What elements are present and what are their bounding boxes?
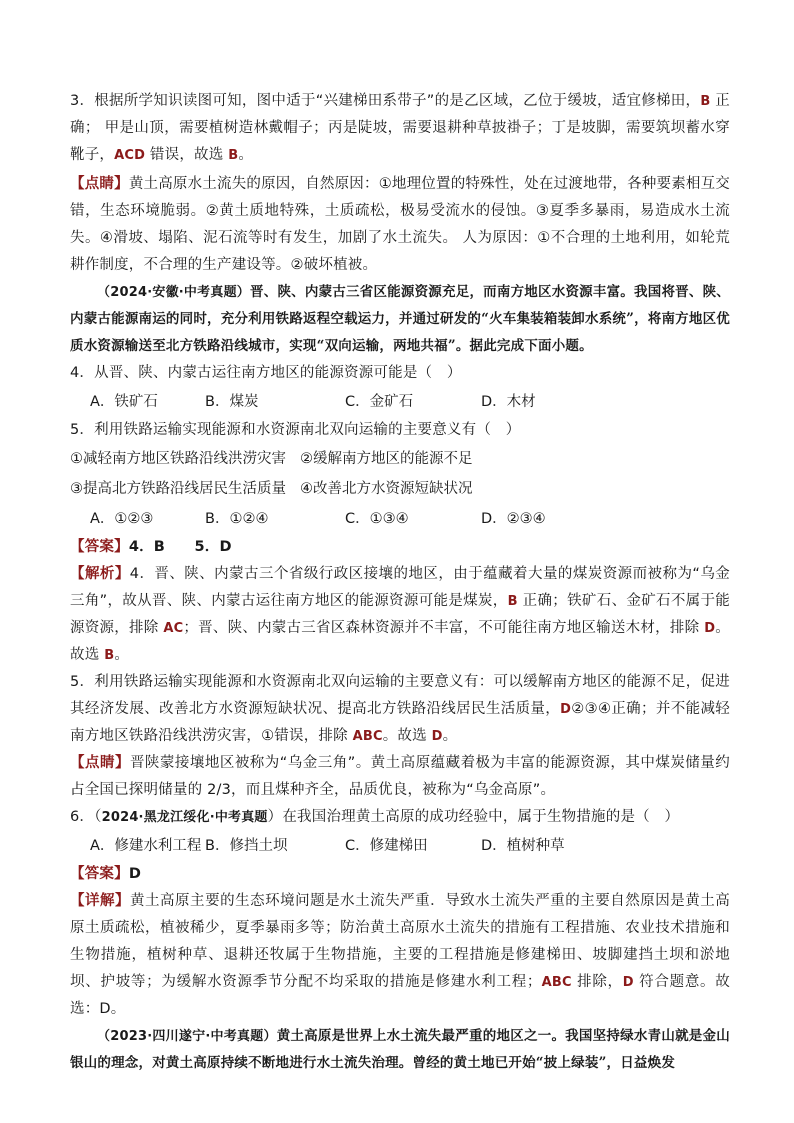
q6-stem: 6．（2024·黑龙江绥化·中考真题）在我国治理黄土高原的成功经验中，属于生物措施的是（ ） <box>70 809 680 825</box>
passage-2024-anhui: （2024·安徽·中考真题）晋、陕、内蒙古三省区能源资源充足，而南方地区水资源丰富。我国将晋、陕、内蒙古能源南运的同时，充分利用铁路返程空载运力，并通过研发的“火车集装箱装卸水系统”，将南方地区优质水资源输送至北方铁路沿线城市，实现“双向运输，两地共福”。据此完成下面小题。 <box>70 284 731 354</box>
q5-statement-3: ③提高北方铁路沿线居民生活质量 <box>70 481 286 497</box>
q6-option-a[interactable]: A．修建水利工程 <box>90 838 202 854</box>
note-2: 【点睛】晋陕蒙接壤地区被称为“乌金三角”。黄土高原蕴藏着极为丰富的能源资源，其中煤炭储量约占全国已探明储量的 2/3，而且煤种齐全，品质优良，被称为“乌金高原”。 <box>70 755 730 798</box>
answer-4-5: 【答案】4．B 5．D <box>70 539 232 555</box>
q4-options <box>70 387 730 417</box>
q4-stem: 4．从晋、陕、内蒙古运往南方地区的能源资源可能是（ ） <box>70 365 462 381</box>
analysis-4-5: 【解析】4．晋、陕、内蒙古三个省级行政区接壤的地区，由于蕴藏着大量的煤炭资源而被称为“乌金三角”，故从晋、陕、内蒙古运往南方地区的能源资源可能是煤炭，B 正确；铁矿石、金矿石不属于能源资源，排除 AC；晋、陕、内蒙古三省区森林资源并不丰富，不可能往南方地区输送木材，排除 D。故选 B。 <box>70 566 731 663</box>
q5-options <box>70 504 730 534</box>
q3-explanation: 3．根据所学知识读图可知，图中适于“兴建梯田系带子”的是乙区域，乙位于缓坡，适宜修梯田，B 正确； 甲是山顶，需要植树造林戴帽子；丙是陡坡，需要退耕种草披褂子；丁是坡脚，需要筑坝蓄水穿靴子，ACD 错误，故选 B。 <box>70 93 731 163</box>
q5-option-d[interactable]: D．②③④ <box>481 511 546 527</box>
q6-options <box>70 831 730 861</box>
q6-option-c[interactable]: C．修建梯田 <box>345 838 428 854</box>
answer-6: 【答案】D <box>70 866 142 882</box>
q6-option-b[interactable]: B．修挡土坝 <box>205 838 288 854</box>
detail-6: 【详解】黄土高原主要的生态环境问题是水土流失严重．导致水土流失严重的主要自然原因是黄土高原土质疏松，植被稀少，夏季暴雨多等；防治黄土高原水土流失的措施有工程措施、农业技术措施和生物措施，植树种草、退耕还牧属于生物措施，主要的工程措施是修建梯田、坡脚建挡土坝和淤地坝、护坡等；为缓解水资源季节分配不均采取的措施是修建水利工程；ABC 排除，D 符合题意。故选：D。 <box>70 893 730 1017</box>
q5-option-a[interactable]: A．①②③ <box>90 511 154 527</box>
q5-statement-4: ④改善北方水资源短缺状况 <box>300 481 473 497</box>
q4-option-d[interactable]: D．木材 <box>481 394 536 410</box>
q5-option-b[interactable]: B．①②④ <box>205 511 269 527</box>
q5-statements <box>70 444 730 504</box>
q4-option-b[interactable]: B．煤炭 <box>205 394 259 410</box>
q5-statement-1: ①减轻南方地区铁路沿线洪涝灾害 <box>70 451 286 467</box>
q6-option-d[interactable]: D．植树种草 <box>481 838 565 854</box>
analysis-5: 5．利用铁路运输实现能源和水资源南北双向运输的主要意义有：可以缓解南方地区的能源不足，促进其经济发展、改善北方水资源短缺状况、提高北方铁路沿线居民生活质量，D②③④正确；并不能减轻南方地区铁路沿线洪涝灾害，①错误，排除 ABC。故选 D。 <box>70 674 730 744</box>
note-1: 【点睛】黄土高原水土流失的原因，自然原因：①地理位置的特殊性，处在过渡地带，各种要素相互交错，生态环境脆弱。②黄土质地特殊，土质疏松，极易受流水的侵蚀。③夏季多暴雨，易造成水土流失。④滑坡、塌陷、泥石流等时有发生，加剧了水土流失。 人为原因：①不合理的土地利用，如轮荒耕作制度，不合理的生产建设等。②破坏植被。 <box>70 176 731 273</box>
q5-option-c[interactable]: C．①③④ <box>345 511 409 527</box>
q5-statement-2: ②缓解南方地区的能源不足 <box>300 451 473 467</box>
q4-option-c[interactable]: C．金矿石 <box>345 394 414 410</box>
document-page <box>70 88 730 1077</box>
passage-2023-sichuan: （2023·四川遂宁·中考真题）黄土高原是世界上水土流失最严重的地区之一。我国坚持绿水青山就是金山银山的理念，对黄土高原持续不断地进行水土流失治理。曾经的黄土地已开始“披上绿装”，日益焕发 <box>70 1028 730 1071</box>
q4-option-a[interactable]: A．铁矿石 <box>90 394 158 410</box>
q5-stem: 5．利用铁路运输实现能源和水资源南北双向运输的主要意义有（ ） <box>70 422 521 438</box>
